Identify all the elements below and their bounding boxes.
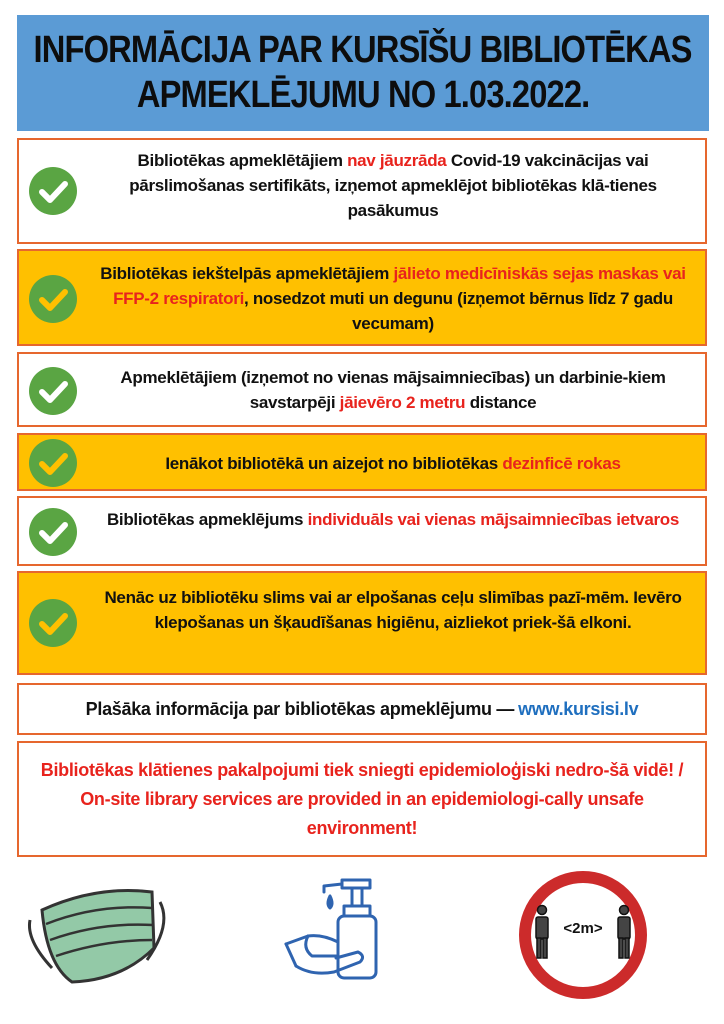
face-mask-icon [22, 880, 172, 990]
rule-text-5: Bibliotēkas apmeklējums individuāls vai vienas mājsaimniecības ietvaros [106, 510, 680, 529]
warning-text: Bibliotēkas klātienes pakalpojumi tiek sniegti epidemioloģiski nedro-šā vidē! / On-site library services are provided in an epidemiologi-cally unsafe environment! [40, 759, 684, 838]
check-icon [29, 275, 77, 323]
rule-text-1: Bibliotēkas apmeklētājiem nav jāuzrāda Covid-19 vakcinācijas vai pārslimošanas sertifikāts, izņemot apmeklējot bibliotēkas klā-tienes pasākumus [129, 151, 657, 220]
more-info [17, 683, 707, 735]
check-icon [29, 508, 77, 556]
rule-text-4: Ienākot bibliotēkā un aizejot no bibliotēkas dezinficē rokas [165, 454, 621, 473]
rule-text-6: Nenāc uz bibliotēku slims vai ar elpošanas ceļu slimības pazī-mēm. Ievēro klepošanas un šķaudīšanas higiēnu, aizliekot priek-šā elkoni. [104, 588, 682, 632]
more-info-text: Plašāka informācija par bibliotēkas apmeklējumu — [85, 698, 515, 719]
rule-box-1 [17, 138, 707, 244]
distance-label: <2m> [563, 920, 603, 937]
check-icon [29, 599, 77, 647]
rule-box-4 [17, 433, 707, 491]
rule-box-2 [17, 249, 707, 346]
website-link[interactable]: www.kursisi.lv [518, 698, 639, 719]
rule-box-6 [17, 571, 707, 675]
check-icon [29, 367, 77, 415]
rule-box-3 [17, 352, 707, 427]
rule-box-5 [17, 496, 707, 566]
rule-text-2: Bibliotēkas iekštelpās apmeklētājiem jālieto medicīniskās sejas maskas vai FFP-2 respiratori, nosedzot muti un degunu (izņemot bērnus līdz 7 gadu vecumam) [100, 264, 686, 333]
title-line-2: APMEKLĒJUMU NO 1.03.2022. [136, 74, 590, 116]
page-title [17, 15, 709, 131]
unsafe-environment-warning [17, 741, 707, 857]
check-icon [29, 167, 77, 215]
distance-sign-icon [516, 868, 650, 1002]
check-icon [29, 439, 77, 487]
hand-sanitizer-icon [282, 876, 402, 994]
title-line-1: INFORMĀCIJA PAR KURSĪŠU BIBLIOTĒKAS [33, 29, 693, 71]
rule-text-3: Apmeklētājiem (izņemot no vienas mājsaimniecības) un darbinie-kiem savstarpēji jāievēro 2 metru distance [120, 368, 666, 412]
